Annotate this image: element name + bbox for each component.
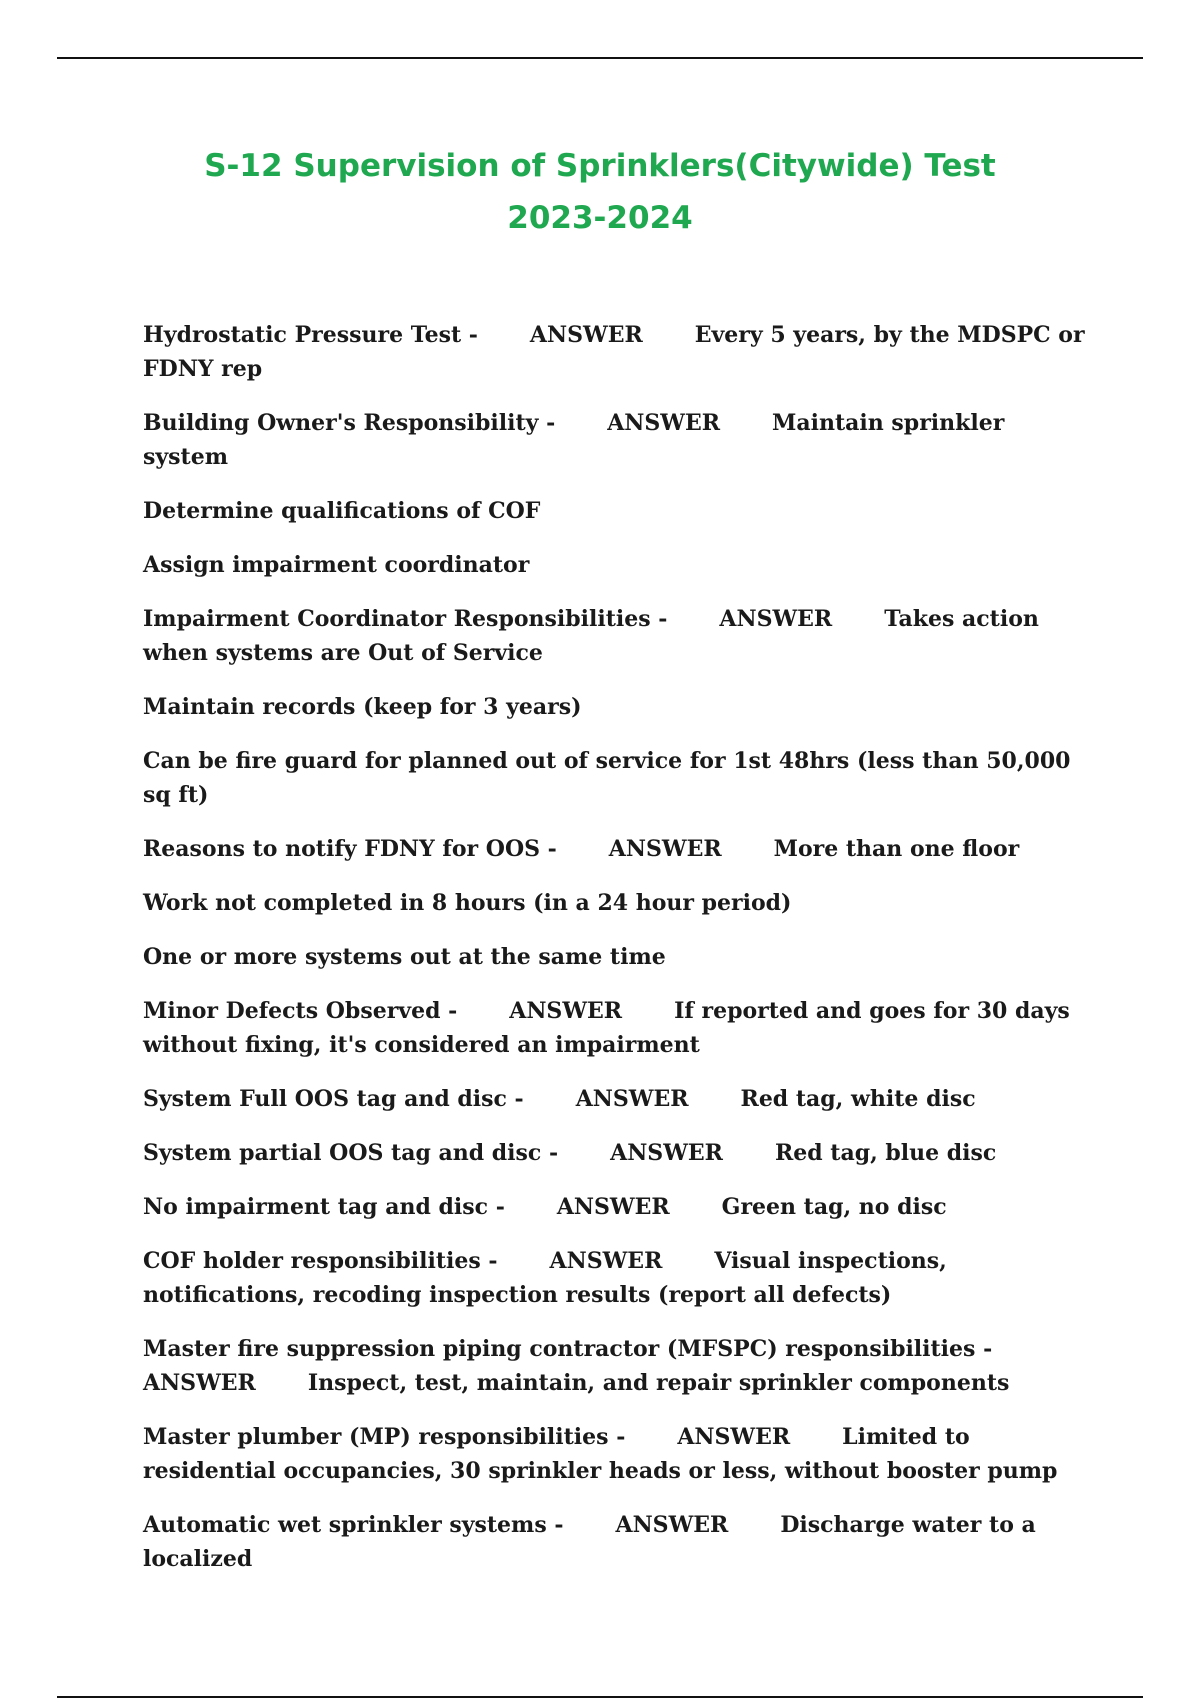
answer-label: ANSWER: [575, 1086, 689, 1112]
qa-entry: [143, 832, 1093, 866]
qa-entry: [143, 602, 1093, 670]
text-line: Determine qualifications of COF: [143, 498, 541, 524]
answer: Red tag, blue disc: [774, 1140, 997, 1166]
qa-entry: [143, 994, 1093, 1062]
answer: Maintain sprinkler system: [143, 410, 1005, 470]
text-line: One or more systems out at the same time: [143, 944, 666, 970]
answer-label: ANSWER: [615, 1512, 729, 1538]
qa-list: [143, 318, 1093, 1596]
qa-entry: [143, 1082, 1093, 1116]
answer: Inspect, test, maintain, and repair sprinkler components: [307, 1370, 1010, 1396]
question: COF holder responsibilities -: [143, 1248, 498, 1274]
title-line-2: 2023-2024: [507, 200, 693, 236]
answer-label: ANSWER: [607, 410, 721, 436]
qa-entry: [143, 1244, 1093, 1312]
top-rule: [57, 57, 1143, 59]
document-title: [120, 140, 1080, 244]
answer-label: ANSWER: [677, 1424, 791, 1450]
question: Building Owner's Responsibility -: [143, 410, 556, 436]
answer-label: ANSWER: [549, 1248, 663, 1274]
question: Impairment Coordinator Responsibilities -: [143, 606, 668, 632]
qa-entry: [143, 1508, 1093, 1576]
answer: Limited to residential occupancies, 30 sprinkler heads or less, without booster pump: [143, 1424, 1058, 1484]
answer: Every 5 years, by the MDSPC or FDNY rep: [143, 322, 1085, 382]
question: Master fire suppression piping contractor (MFSPC) responsibilities -: [143, 1336, 993, 1362]
answer: Visual inspections, notifications, recoding inspection results (report all defects): [143, 1248, 947, 1308]
answer: Green tag, no disc: [721, 1194, 947, 1220]
qa-entry: [143, 1420, 1093, 1488]
answer-label: ANSWER: [608, 836, 722, 862]
answer: Takes action when systems are Out of Service: [143, 606, 1039, 666]
question: Master plumber (MP) responsibilities -: [143, 1424, 626, 1450]
qa-entry: [143, 318, 1093, 386]
question: Automatic wet sprinkler systems -: [143, 1512, 564, 1538]
question: Minor Defects Observed -: [143, 998, 458, 1024]
answer-label: ANSWER: [719, 606, 833, 632]
answer: Red tag, white disc: [740, 1086, 976, 1112]
question: No impairment tag and disc -: [143, 1194, 505, 1220]
answer: More than one floor: [773, 836, 1020, 862]
question: Hydrostatic Pressure Test -: [143, 322, 478, 348]
answer-label: ANSWER: [556, 1194, 670, 1220]
answer-label: ANSWER: [509, 998, 623, 1024]
qa-entry: [143, 406, 1093, 474]
answer: Discharge water to a localized: [143, 1512, 1036, 1572]
title-line-1: S-12 Supervision of Sprinklers(Citywide) Test: [204, 148, 996, 184]
text-line: Maintain records (keep for 3 years): [143, 694, 582, 720]
qa-entry: [143, 1190, 1093, 1224]
answer-label: ANSWER: [529, 322, 643, 348]
text-line: Assign impairment coordinator: [143, 552, 530, 578]
qa-entry: [143, 1136, 1093, 1170]
text-line: Can be fire guard for planned out of service for 1st 48hrs (less than 50,000 sq ft): [143, 748, 1071, 808]
bottom-rule: [57, 1696, 1143, 1698]
answer-label: ANSWER: [610, 1140, 723, 1166]
question: Reasons to notify FDNY for OOS -: [143, 836, 557, 862]
question: System Full OOS tag and disc -: [143, 1086, 524, 1112]
qa-entry: [143, 1332, 1093, 1400]
question: System partial OOS tag and disc -: [143, 1140, 559, 1166]
answer: If reported and goes for 30 days without fixing, it's considered an impairment: [143, 998, 1070, 1058]
answer-label: ANSWER: [143, 1370, 256, 1396]
text-line: Work not completed in 8 hours (in a 24 hour period): [143, 890, 792, 916]
